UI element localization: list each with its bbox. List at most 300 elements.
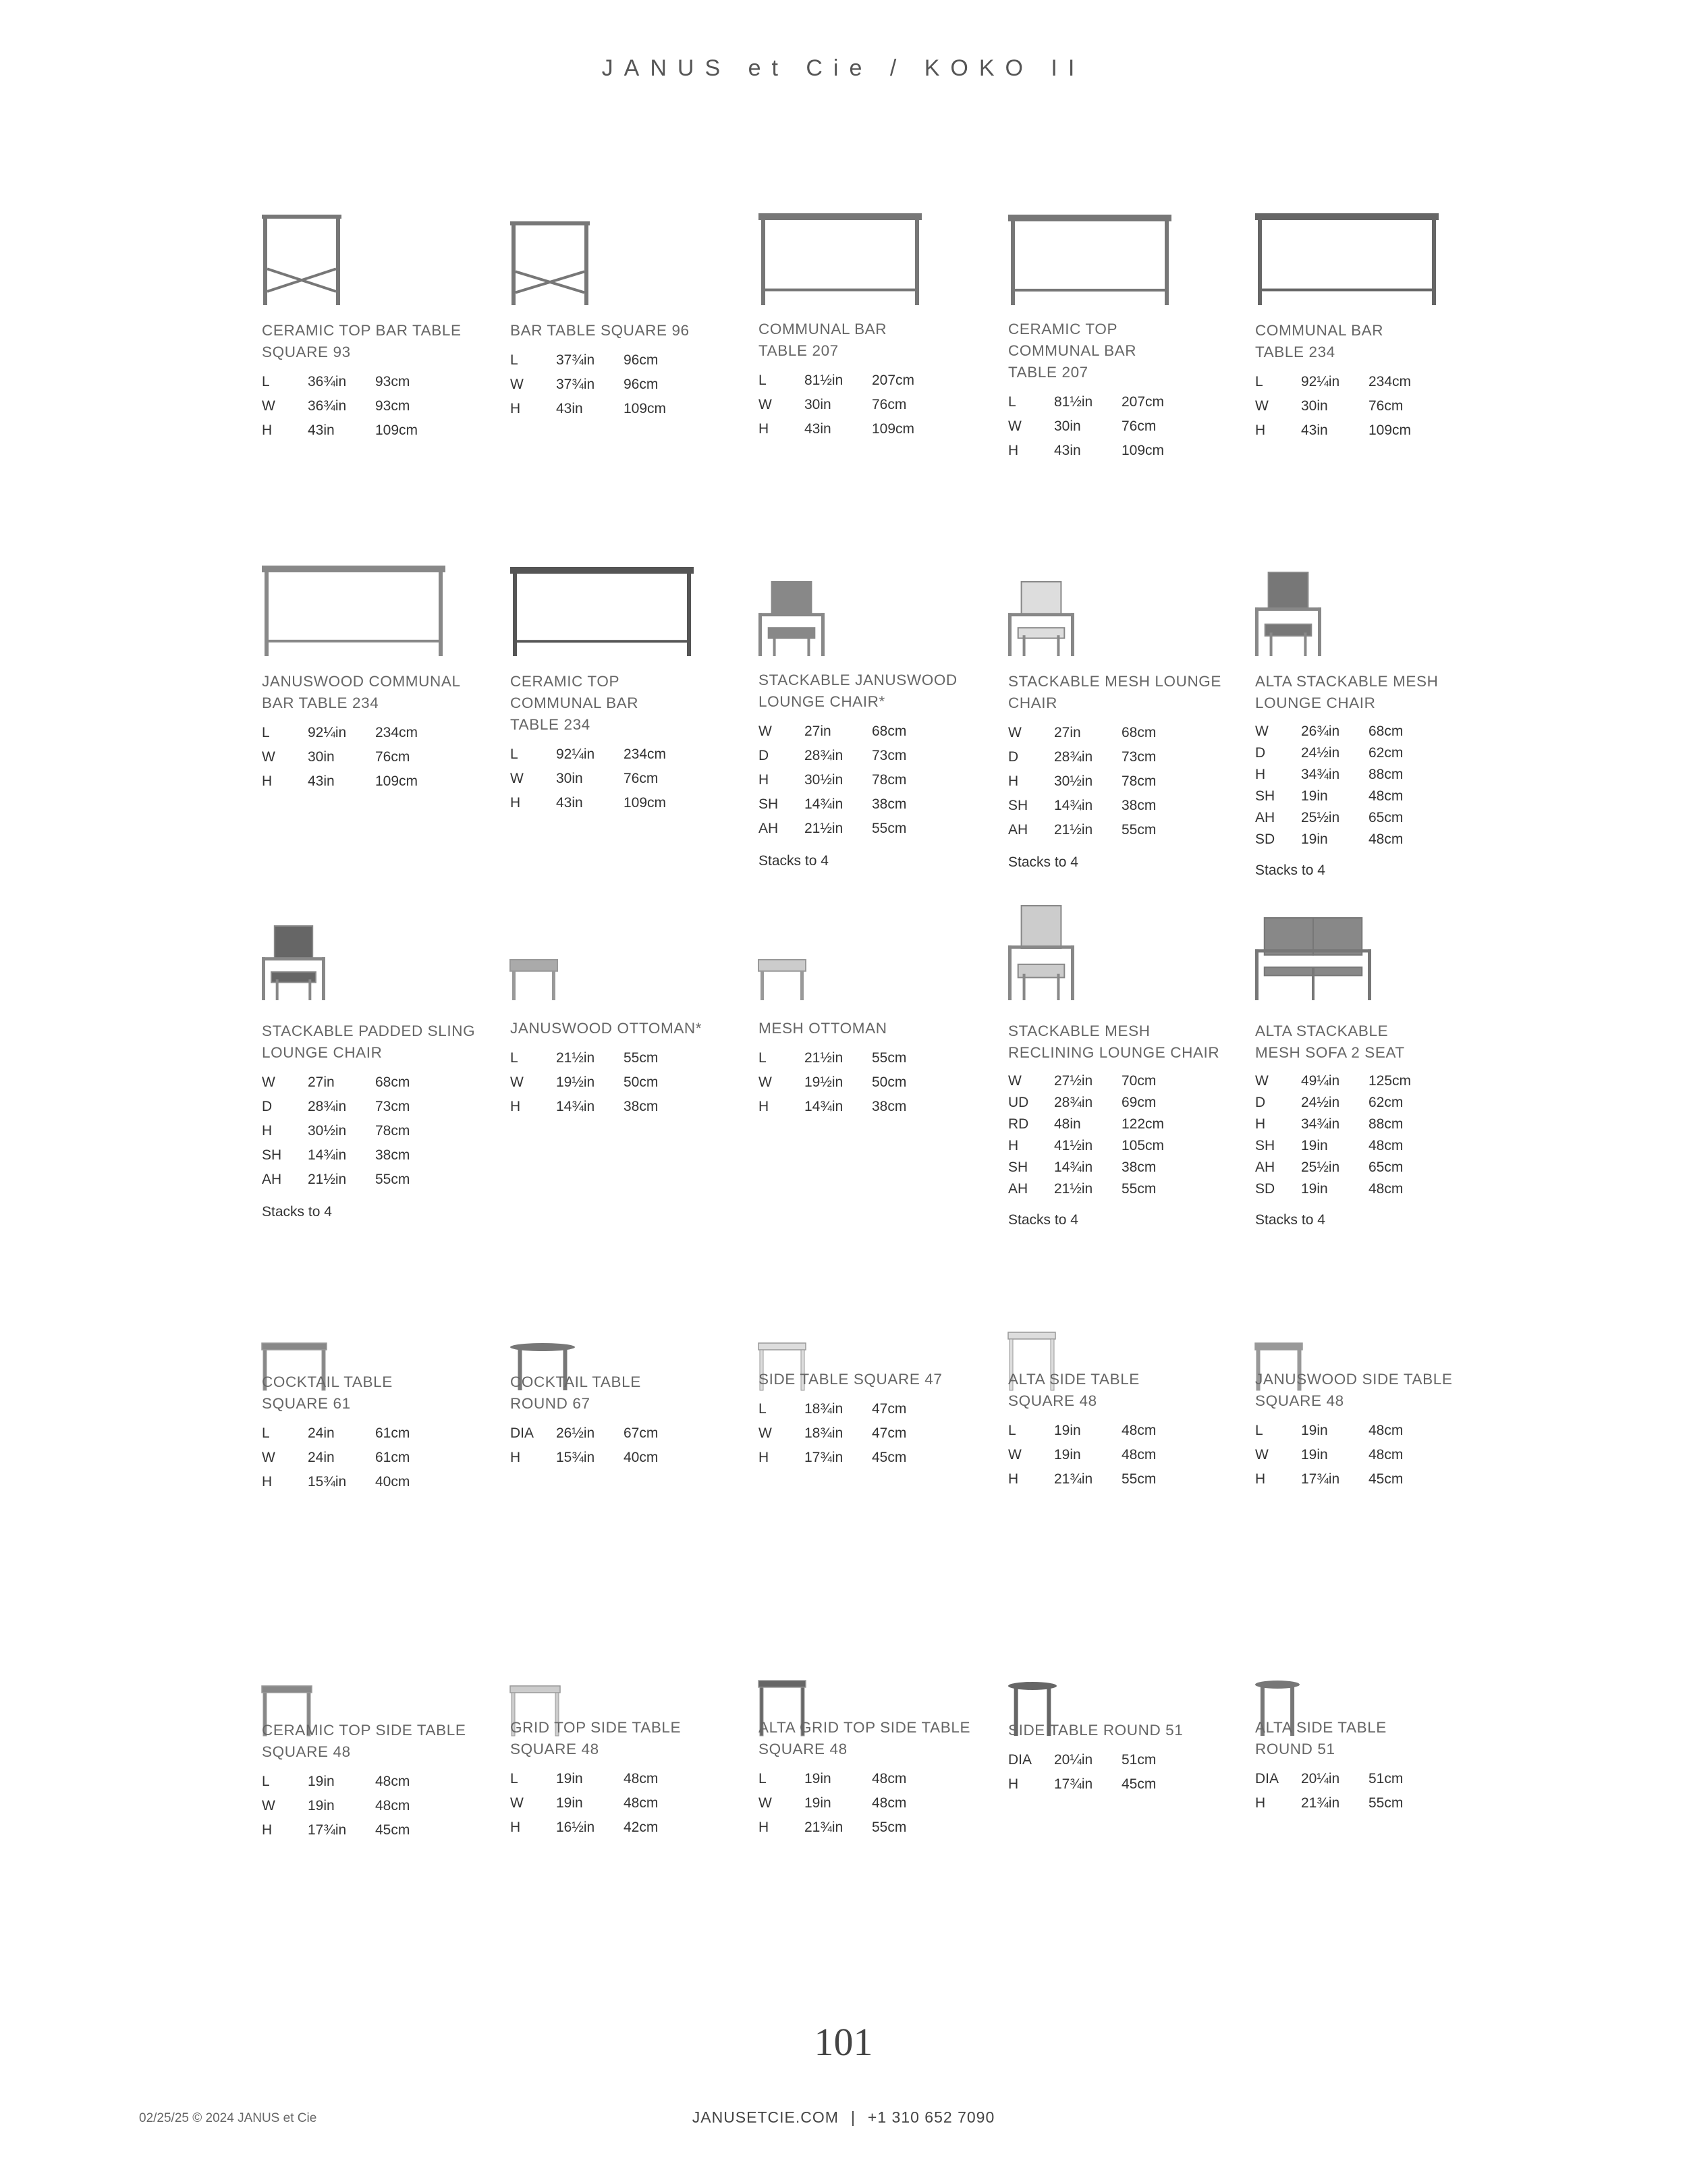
dimension-row [1255,370,1443,394]
dimension-inches: 41½in [1054,1138,1093,1153]
dimension-row [1008,1157,1196,1178]
dimension-cm: 48cm [375,1798,410,1813]
dimension-row [1008,1443,1196,1467]
bar-table-square-icon [262,215,341,305]
dimension-label: W [262,1798,275,1813]
dimension-inches: 19in [556,1771,583,1786]
dimension-row [1255,1791,1443,1816]
dimension-label: H [1008,1471,1019,1487]
dimension-cm: 78cm [872,772,907,788]
dimension-cm: 65cm [1368,1159,1404,1175]
dimension-row [510,791,698,815]
dimension-label: H [758,1099,769,1114]
dimension-label: H [262,422,273,438]
product-name-line: SQUARE 48 [758,1741,848,1757]
dimensions-table [262,1421,449,1494]
dimension-row [262,1421,449,1446]
dimension-inches: 19in [308,1798,335,1813]
page-header: JANUS et Cie / KOKO II [601,55,1086,81]
dimension-label: H [1255,1116,1266,1132]
dimension-label: W [510,1074,524,1090]
product-name-line: JANUSWOOD OTTOMAN* [510,1020,702,1037]
dimension-label: W [262,398,275,414]
product-name [1008,319,1231,383]
dimension-inches: 25½in [1301,1159,1340,1175]
dimension-label: H [262,1123,273,1139]
product-name-line: SIDE TABLE ROUND 51 [1008,1722,1184,1739]
product-name [1255,1717,1478,1760]
dimension-cm: 55cm [1122,1181,1157,1197]
dimension-inches: 30in [1301,398,1328,414]
dimension-label: W [1255,1073,1269,1089]
dimension-cm: 68cm [1122,725,1157,740]
dimension-cm: 62cm [1368,1095,1404,1110]
dimension-row [1255,1467,1443,1492]
dimension-row [1008,1114,1196,1135]
stacks-note: Stacks to 4 [758,853,829,869]
dimension-cm: 38cm [872,796,907,812]
dimension-label: H [1008,1138,1019,1153]
product-name [262,1371,485,1415]
dimension-row [1255,1419,1443,1443]
dimension-row [1255,764,1443,786]
dimension-label: AH [1008,1181,1028,1197]
dimension-cm: 234cm [375,725,418,740]
dimension-label: H [1008,1776,1019,1792]
product-name-line: CERAMIC TOP [1008,321,1118,337]
dimension-cm: 207cm [872,373,915,388]
dimension-label: SH [1255,1138,1275,1153]
dimension-row [262,1119,449,1143]
dimension-cm: 48cm [872,1795,907,1811]
dimension-inches: 28¾in [1054,1095,1093,1110]
footer-website[interactable]: JANUSETCIE.COM [692,2108,839,2126]
dimension-cm: 109cm [624,795,667,811]
dimension-label: DIA [510,1425,534,1441]
dimension-cm: 76cm [375,749,410,765]
dimension-cm: 109cm [1368,422,1412,438]
dimension-cm: 125cm [1368,1073,1412,1089]
dimension-label: W [758,1074,772,1090]
product-name-line: ROUND 51 [1255,1741,1335,1757]
dimension-cm: 48cm [1368,831,1404,847]
dimension-inches: 14¾in [1054,1159,1093,1175]
dimension-cm: 45cm [375,1822,410,1838]
dimension-cm: 55cm [1368,1795,1404,1811]
dimension-cm: 76cm [1122,418,1157,434]
dimension-inches: 21½in [804,821,844,836]
bar-table-square-icon [510,221,590,305]
dimension-inches: 21½in [1054,822,1093,838]
dimension-inches: 27in [804,724,831,739]
dimension-inches: 14¾in [804,1099,844,1114]
dimensions-table [758,1046,946,1119]
product-name-line: SIDE TABLE SQUARE 47 [758,1371,943,1388]
dimension-cm: 51cm [1122,1752,1157,1768]
product-name-line: TABLE 234 [510,716,590,733]
dimensions-table [510,1421,698,1470]
product-name-line: MESH SOFA 2 SEAT [1255,1044,1405,1061]
dimension-cm: 78cm [1122,773,1157,789]
dimension-inches: 92¼in [1301,374,1340,389]
dimension-row [1255,829,1443,850]
dimension-cm: 109cm [624,401,667,416]
dimension-cm: 50cm [872,1074,907,1090]
dimension-inches: 30in [556,771,583,786]
dimension-inches: 24½in [1301,1095,1340,1110]
dimension-inches: 43in [804,421,831,437]
dimensions-table [510,1767,698,1840]
dimension-cm: 61cm [375,1425,410,1441]
product-name [1008,1020,1231,1064]
dimension-row [758,1446,946,1470]
dimension-label: H [758,1820,769,1835]
dimensions-table [758,1397,946,1470]
product-name-line: LOUNGE CHAIR [262,1044,383,1061]
dimension-cm: 234cm [1368,374,1412,389]
dimensions-table [1255,1070,1443,1200]
stacks-note: Stacks to 4 [1255,863,1325,878]
dimension-cm: 122cm [1122,1116,1165,1132]
dimension-cm: 73cm [1122,749,1157,765]
dimension-label: D [1255,745,1266,761]
dimension-inches: 27in [1054,725,1081,740]
dimension-inches: 17¾in [804,1450,844,1465]
product-name-line: ALTA SIDE TABLE [1008,1371,1140,1388]
stacks-note: Stacks to 4 [1255,1212,1325,1228]
dimensions-table [1008,1070,1196,1200]
dimension-cm: 69cm [1122,1095,1157,1110]
dimension-row [758,792,946,817]
dimension-cm: 76cm [1368,398,1404,414]
dimension-label: H [510,401,521,416]
dimension-cm: 55cm [1122,822,1157,838]
dimension-label: L [510,746,518,762]
dimension-inches: 21½in [1054,1181,1093,1197]
stacks-note: Stacks to 4 [1008,854,1078,870]
dimension-label: D [262,1099,273,1114]
dimension-cm: 55cm [624,1050,659,1066]
dimension-label: H [1255,1795,1266,1811]
product-name-line: COMMUNAL BAR [758,321,887,337]
dimension-inches: 21½in [308,1172,347,1187]
product-name [262,1020,485,1064]
dimension-inches: 19in [308,1774,335,1789]
dimensions-table [1008,721,1196,842]
dimension-label: SH [1255,788,1275,804]
dimension-row [262,1143,449,1168]
dimension-label: L [1255,1423,1263,1438]
dimension-inches: 19in [1054,1423,1081,1438]
dimension-inches: 15¾in [556,1450,595,1465]
product-name-line: STACKABLE MESH [1008,1022,1151,1039]
dimension-row [1255,1135,1443,1157]
product-name [262,671,485,714]
dimension-row [1008,390,1196,414]
product-name [262,320,485,363]
dimension-cm: 38cm [1122,798,1157,813]
product-name-line: TABLE 207 [1008,364,1088,381]
dimension-cm: 48cm [872,1771,907,1786]
product-name [510,671,733,736]
product-name-line: TABLE 207 [758,342,839,359]
product-name [1255,671,1478,714]
dimension-inches: 19in [1301,1181,1328,1197]
product-name-line: GRID TOP SIDE TABLE [510,1719,682,1736]
dimension-cm: 88cm [1368,1116,1404,1132]
dimension-inches: 92¼in [308,725,347,740]
dimension-cm: 93cm [375,398,410,414]
dimension-row [1255,418,1443,443]
dimension-inches: 43in [1301,422,1328,438]
dimension-label: L [1008,1423,1016,1438]
product-name [510,1018,733,1039]
communal-bar-table-icon [1255,213,1439,305]
product-name-line: ALTA STACKABLE MESH [1255,673,1439,690]
dimension-inches: 20¼in [1301,1771,1340,1786]
stacks-note: Stacks to 4 [262,1204,332,1220]
dimension-row [1008,1419,1196,1443]
dimension-cm: 78cm [375,1123,410,1139]
product-name-line: STACKABLE PADDED SLING [262,1022,476,1039]
dimension-inches: 43in [556,795,583,811]
product-name-line: SQUARE 48 [1008,1392,1097,1409]
dimension-cm: 47cm [872,1401,907,1417]
stacks-note: Stacks to 4 [1008,1212,1078,1228]
dimension-cm: 55cm [1122,1471,1157,1487]
product-name-line: COCKTAIL TABLE [510,1373,641,1390]
dimension-inches: 26¾in [1301,724,1340,739]
dimension-row [1008,414,1196,439]
dimension-cm: 76cm [872,397,907,412]
product-name [1008,671,1231,714]
dimension-label: AH [1008,822,1028,838]
dimension-label: L [510,1771,518,1786]
dimension-label: H [758,421,769,437]
dimension-inches: 28¾in [804,748,844,763]
product-name [758,1369,981,1390]
dimension-row [758,1070,946,1095]
dimension-row [510,1446,698,1470]
dimension-inches: 36¾in [308,374,347,389]
dimension-inches: 19in [1054,1447,1081,1463]
dimension-label: H [1255,422,1266,438]
dimension-label: H [510,1099,521,1114]
dimension-row [758,1767,946,1791]
dimension-row [510,1421,698,1446]
dimension-row [758,393,946,417]
product-name-line: ALTA GRID TOP SIDE TABLE [758,1719,971,1736]
dimension-row [262,1446,449,1470]
dimensions-table [1008,1748,1196,1797]
dimension-row [758,768,946,792]
dimension-cm: 70cm [1122,1073,1157,1089]
dimension-row [510,767,698,791]
dimension-row [510,1791,698,1816]
dimension-label: H [262,1822,273,1838]
footer-phone[interactable]: +1 310 652 7090 [867,2108,995,2126]
dimension-inches: 37¾in [556,377,595,392]
communal-bar-table-icon [758,213,922,305]
dimension-inches: 30in [804,397,831,412]
dimension-cm: 45cm [1368,1471,1404,1487]
dimension-row [262,1794,449,1818]
dimension-cm: 48cm [1122,1447,1157,1463]
dimension-inches: 24in [308,1450,335,1465]
dimension-inches: 27in [308,1074,335,1090]
dimension-row [1008,1070,1196,1092]
dimension-label: H [1255,1471,1266,1487]
dimension-cm: 38cm [624,1099,659,1114]
dimension-row [1008,439,1196,463]
dimension-row [1255,742,1443,764]
product-name-line: LOUNGE CHAIR [1255,694,1376,711]
dimension-cm: 48cm [375,1774,410,1789]
dimension-row [1008,1135,1196,1157]
product-name-line: BAR TABLE SQUARE 96 [510,322,690,339]
dimension-inches: 25½in [1301,810,1340,825]
dimension-inches: 21½in [556,1050,595,1066]
dimension-row [262,745,449,769]
dimension-label: D [758,748,769,763]
dimension-label: SH [1008,798,1028,813]
dimensions-table [1008,390,1196,463]
dimension-row [1008,1467,1196,1492]
dimension-inches: 43in [308,773,335,789]
dimension-cm: 45cm [1122,1776,1157,1792]
dimension-inches: 21½in [804,1050,844,1066]
dimension-inches: 81½in [1054,394,1093,410]
product-name-line: SQUARE 48 [510,1741,599,1757]
lounge-chair-icon [1008,582,1074,656]
ottoman-icon [758,960,806,1000]
product-name [758,319,981,362]
dimension-label: DIA [1008,1752,1032,1768]
dimension-inches: 14¾in [804,796,844,812]
dimension-row [262,721,449,745]
dimension-label: L [262,1425,270,1441]
dimensions-table [262,1070,449,1192]
dimension-label: H [262,1474,273,1490]
dimension-row [510,742,698,767]
dimension-row [1255,1178,1443,1200]
dimension-inches: 43in [556,401,583,416]
dimension-label: L [262,1774,270,1789]
dimension-cm: 93cm [375,374,410,389]
dimension-inches: 92¼in [556,746,595,762]
dimension-inches: 17¾in [1054,1776,1093,1792]
product-name [510,1717,733,1760]
dimension-label: W [1008,418,1022,434]
product-name-line: SQUARE 48 [262,1743,351,1760]
dimensions-table [758,719,946,841]
product-name-line: ROUND 67 [510,1395,590,1412]
dimension-label: L [758,1771,767,1786]
dimension-label: L [262,374,270,389]
dimension-cm: 38cm [872,1099,907,1114]
dimensions-table [510,348,698,421]
dimension-label: H [758,1450,769,1465]
dimension-cm: 96cm [624,352,659,368]
dimensions-table [262,370,449,443]
dimension-inches: 21¾in [1301,1795,1340,1811]
dimension-inches: 19in [556,1795,583,1811]
dimension-cm: 105cm [1122,1138,1165,1153]
dimensions-table [1008,1419,1196,1492]
page-number: 101 [814,2020,873,2064]
dimension-row [758,744,946,768]
dimension-inches: 49¼in [1301,1073,1340,1089]
dimension-inches: 19½in [804,1074,844,1090]
dimension-inches: 43in [1054,443,1081,458]
dimension-row [758,1816,946,1840]
dimension-inches: 19in [1301,1447,1328,1463]
dimension-cm: 51cm [1368,1771,1404,1786]
dimension-label: D [1008,749,1019,765]
dimension-inches: 15¾in [308,1474,347,1490]
dimension-label: AH [1255,1159,1275,1175]
dimension-cm: 42cm [624,1820,659,1835]
product-name-line: TABLE 234 [1255,344,1335,360]
dimension-inches: 43in [308,422,335,438]
product-name-line: SQUARE 48 [1255,1392,1344,1409]
dimension-label: W [510,1795,524,1811]
product-name-line: CHAIR [1008,694,1058,711]
dimension-label: H [510,1450,521,1465]
dimension-inches: 30½in [804,772,844,788]
dimension-row [758,1046,946,1070]
dimension-row [1255,394,1443,418]
dimension-row [1255,721,1443,742]
dimension-cm: 88cm [1368,767,1404,782]
dimension-inches: 14¾in [1054,798,1093,813]
product-name-line: SQUARE 61 [262,1395,351,1412]
dimension-label: L [510,1050,518,1066]
dimension-row [510,1767,698,1791]
product-name-line: COCKTAIL TABLE [262,1373,393,1390]
dimension-cm: 62cm [1368,745,1404,761]
product-name-line: JANUSWOOD COMMUNAL [262,673,461,690]
dimension-cm: 76cm [624,771,659,786]
lounge-chair-icon [758,582,825,656]
dimension-inches: 30½in [1054,773,1093,789]
dimension-label: W [510,377,524,392]
lounge-chair-icon [1255,572,1321,656]
dimension-label: AH [1255,810,1275,825]
dimension-inches: 17¾in [1301,1471,1340,1487]
dimension-row [262,1470,449,1494]
dimension-label: H [758,772,769,788]
dimension-row [758,1095,946,1119]
dimension-cm: 40cm [624,1450,659,1465]
dimensions-table [1255,1419,1443,1492]
product-name [758,670,981,713]
dimension-row [758,368,946,393]
dimension-inches: 18¾in [804,1425,844,1441]
dimension-cm: 48cm [624,1771,659,1786]
product-name [1255,1369,1478,1412]
dimension-label: W [758,1425,772,1441]
dimension-label: L [1255,374,1263,389]
dimension-label: H [1255,767,1266,782]
communal-bar-table-icon [510,567,694,656]
dimension-row [1008,794,1196,818]
dimension-label: L [262,725,270,740]
dimension-cm: 68cm [1368,724,1404,739]
dimension-cm: 55cm [375,1172,410,1187]
dimensions-table [262,721,449,794]
dimension-label: W [1255,724,1269,739]
